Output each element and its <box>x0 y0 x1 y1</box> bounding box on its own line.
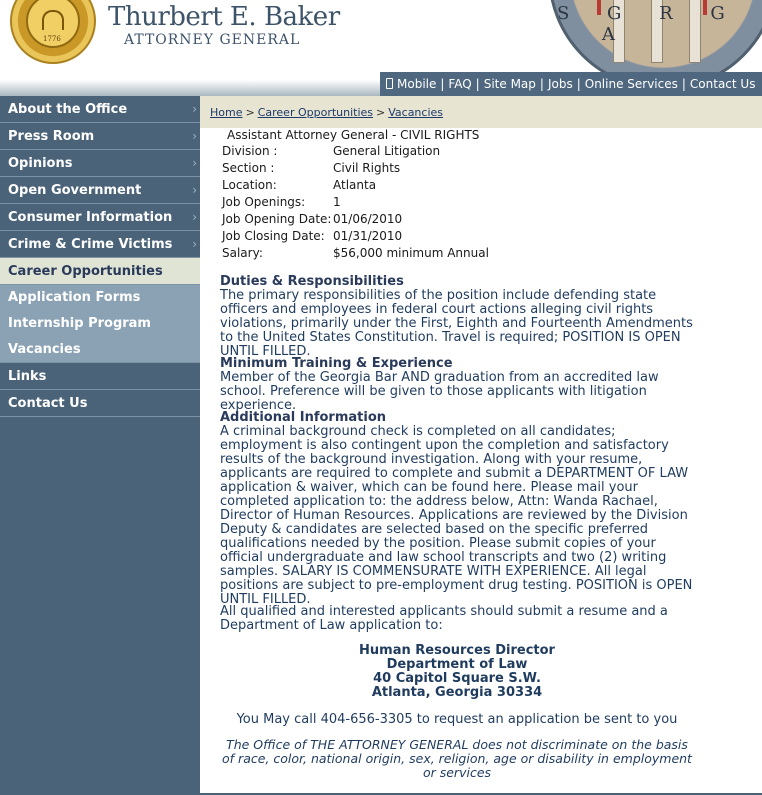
top-bar-stripe <box>0 80 380 96</box>
separator: | <box>576 77 581 91</box>
sidebar-item-consumer-information[interactable] <box>0 204 200 231</box>
mobile-phone-icon <box>386 78 393 89</box>
sidebar-item-label: Contact Us <box>8 396 88 411</box>
contact-us-link[interactable]: Contact Us <box>689 77 756 91</box>
detail-row <box>222 212 489 229</box>
detail-value: General Litigation <box>333 144 441 158</box>
sidebar-item-label: Consumer Information <box>8 210 173 225</box>
detail-value: $56,000 minimum Annual <box>333 246 489 260</box>
sidebar-item-contact-us[interactable] <box>0 390 200 417</box>
detail-row <box>222 246 489 263</box>
detail-value: Atlanta <box>333 178 377 192</box>
detail-row <box>222 178 489 195</box>
detail-label: Job Closing Date: <box>222 229 325 243</box>
main-content <box>200 128 762 795</box>
sidebar-item-press-room[interactable] <box>0 123 200 150</box>
job-details-table <box>222 144 489 263</box>
chevron-right-icon: › <box>192 237 197 251</box>
site-map-link[interactable]: Site Map <box>483 77 536 91</box>
sidebar-item-label: Press Room <box>8 129 95 144</box>
chevron-right-icon: › <box>192 183 197 197</box>
detail-row <box>222 195 489 212</box>
breadcrumb-vacancies-link[interactable]: Vacancies <box>388 106 444 119</box>
sidebar-subitem-application-forms[interactable]: Application Forms <box>0 285 200 311</box>
sidebar-subitem-internship-program[interactable]: Internship Program <box>0 311 200 337</box>
training-text: Member of the Georgia Bar AND graduation from an accredited law school. Preference will be given to those applicants with litigation experience. <box>220 370 659 413</box>
utility-nav <box>380 72 762 96</box>
duties-text: The primary responsibilities of the position include defending state officers and employees in federal court actions alleging civil rights violations, primarily under the First, Eighth and Fourteenth Amendments to the United States Constitution. Travel is required; POSITION IS OPEN UNTIL FILLED. <box>220 288 693 359</box>
breadcrumb-separator: > <box>245 106 255 119</box>
sidebar-subitem-vacancies[interactable]: Vacancies <box>0 337 200 363</box>
chevron-right-icon: › <box>192 156 197 170</box>
separator: | <box>475 77 480 91</box>
non-discrimination-notice: The Office of THE ATTORNEY GENERAL does not discriminate on the basis of race, color, national origin, sex, religion, age or disability in employment or services <box>222 737 692 780</box>
sidebar-item-opinions[interactable] <box>0 150 200 177</box>
detail-label: Location: <box>222 178 277 192</box>
phone-request-text: You May call 404-656-3305 to request an application be sent to you <box>236 712 678 727</box>
seal-year: 1776 <box>43 35 61 43</box>
sidebar-item-open-government[interactable] <box>0 177 200 204</box>
detail-value: Civil Rights <box>333 161 401 175</box>
chevron-right-icon: › <box>192 129 197 143</box>
training-heading: Minimum Training & Experience <box>220 356 453 371</box>
address-line: Human Resources Director <box>359 643 555 658</box>
separator: | <box>539 77 544 91</box>
detail-label: Section : <box>222 161 275 175</box>
address-line: 40 Capitol Square S.W. <box>373 671 541 686</box>
breadcrumb-separator: > <box>376 106 386 119</box>
job-title: Assistant Attorney General - CIVIL RIGHTS <box>227 128 480 142</box>
detail-row <box>222 161 489 178</box>
detail-row <box>222 229 489 246</box>
state-seal-logo <box>10 0 96 64</box>
separator: | <box>440 77 445 91</box>
detail-value: 1 <box>333 195 341 209</box>
jobs-link[interactable]: Jobs <box>547 77 573 91</box>
sidebar-item-crime-and-crime-victims[interactable] <box>0 231 200 258</box>
detail-label: Job Openings: <box>222 195 306 209</box>
site-title[interactable]: Thurbert E. Baker <box>108 2 340 32</box>
chevron-right-icon: › <box>192 210 197 224</box>
online-services-link[interactable]: Online Services <box>584 77 678 91</box>
detail-label: Salary: <box>222 246 263 260</box>
seal-lettering: S G R G I A <box>557 3 741 45</box>
detail-value: 01/06/2010 <box>333 212 403 226</box>
sidebar-item-links[interactable] <box>0 363 200 390</box>
additional-info-heading: Additional Information <box>220 410 387 425</box>
sidebar-nav <box>0 96 200 795</box>
chevron-right-icon: › <box>192 102 197 116</box>
top-bar <box>0 72 762 96</box>
address-line: Atlanta, Georgia 30334 <box>371 685 543 700</box>
breadcrumb-home-link[interactable]: Home <box>210 106 243 119</box>
sidebar-item-about-the-office[interactable] <box>0 96 200 123</box>
duties-heading: Duties & Responsibilities <box>220 274 404 289</box>
detail-value: 01/31/2010 <box>333 229 403 243</box>
sidebar-item-career-opportunities[interactable] <box>0 258 200 285</box>
seal-arch <box>42 10 64 30</box>
breadcrumb <box>200 96 762 128</box>
detail-label: Job Opening Date: <box>222 212 332 226</box>
mobile-link[interactable]: Mobile <box>397 77 437 91</box>
breadcrumb-career-opportunities-link[interactable]: Career Opportunities <box>257 106 374 119</box>
faq-link[interactable]: FAQ <box>448 77 472 91</box>
mailing-address <box>200 644 714 700</box>
submit-instructions: All qualified and interested applicants should submit a resume and a Department of Law application to: <box>220 604 668 633</box>
sidebar-item-label: Crime & Crime Victims <box>8 237 173 252</box>
site-header <box>0 0 762 72</box>
sidebar-item-label: Open Government <box>8 183 142 198</box>
sidebar-item-label: Links <box>8 369 47 384</box>
sidebar-item-label: About the Office <box>8 102 128 117</box>
sidebar-item-label: Opinions <box>8 156 73 171</box>
additional-info-text: A criminal background check is completed on all candidates; employment is also contingent upon the completion and satisfactory results of the background investigation. Along with your resume, applicants are required to complete and submit a DEPARTMENT OF LAW application & waiver, which can be found here. Please mail your completed application to: the address below, Attn: Wanda Rachael, Director of Human Resources. Applications are reviewed by the Division Deputy & candidates are selected based on the specific preferred qualifications needed by the position. Please submit copies of your official undergraduate and law school transcripts and two (2) writing samples. SALARY IS COMMENSURATE WITH EXPERIENCE. All legal positions are subject to pre-employment drug testing. POSITION is OPEN UNTIL FILLED. <box>220 424 693 607</box>
separator: | <box>681 77 686 91</box>
address-line: Department of Law <box>386 657 528 672</box>
detail-row <box>222 144 489 161</box>
detail-label: Division : <box>222 144 278 158</box>
site-subtitle: ATTORNEY GENERAL <box>124 32 301 48</box>
sidebar-item-label: Career Opportunities <box>8 264 163 279</box>
